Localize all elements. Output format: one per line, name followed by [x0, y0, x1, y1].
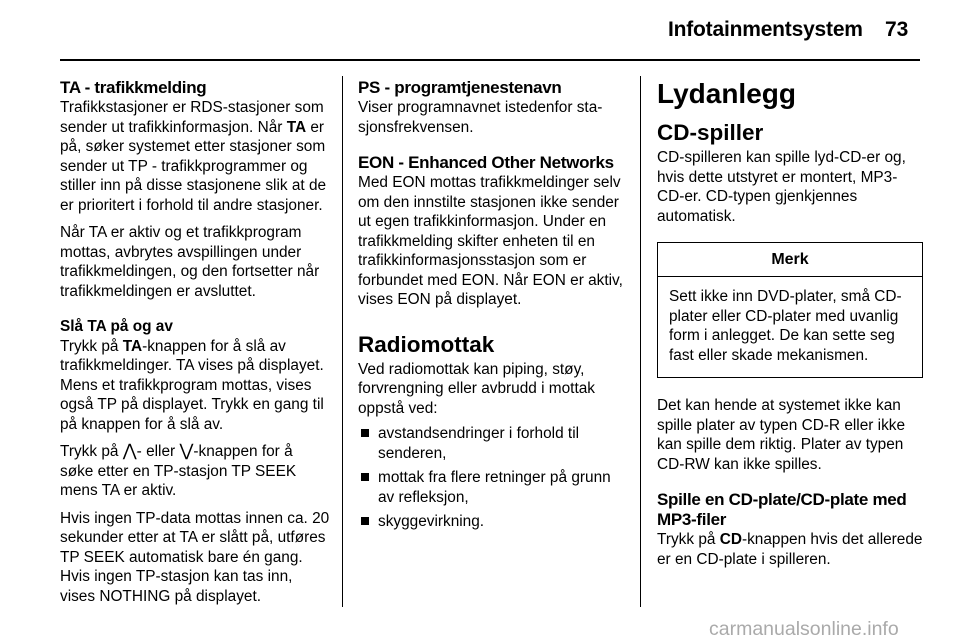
chapter-heading-lydanlegg: Lydanlegg — [657, 78, 796, 109]
list-item: skyggevirkning. — [358, 512, 628, 532]
cd-paragraph: CD-spilleren kan spille lyd-CD-er og, hvis dette utstyret er montert, MP3-CD-er. CD-typen gjenkjennes automatisk. — [657, 149, 906, 225]
reception-issues-list — [358, 424, 628, 532]
column-2 — [358, 78, 628, 537]
section-heading-play-cd: Spille en CD-plate/CD-plate med MP3-filer — [657, 490, 907, 529]
list-item: avstandsendringer i forhold til senderen, — [358, 424, 628, 463]
header-rule — [60, 59, 920, 61]
page-number: 73 — [885, 18, 909, 41]
note-title: Merk — [658, 243, 922, 277]
column-divider — [640, 76, 641, 607]
running-header-title: Infotainmentsystem — [668, 18, 863, 41]
column-3 — [657, 78, 923, 569]
column-divider — [342, 76, 343, 607]
list-item: mottak fra flere retninger på grunn av refleksjon, — [358, 468, 628, 507]
note-box — [657, 242, 923, 378]
section-heading-ps: PS - programtjenestenavn — [358, 78, 562, 97]
section-heading-cd-spiller: CD-spiller — [657, 120, 764, 145]
eon-paragraph: Med EON mottas trafikkmeldinger selv om den innstilte stasjonen ikke sender ut egen trafikkinformasjon. Under en trafikkmelding skifter enheten til en trafikkinformasjonsstasjon som er forbundet med EON. Når EON er aktiv, vises EON på displayet. — [358, 174, 623, 308]
ta-onoff-paragraph-3: Hvis ingen TP-data mottas innen ca. 20 sekunder etter at TA er slått på, utføres TP SEEK automatisk bare én gang. Hvis ingen TP-stasjon kan tas inn, vises NOTHING på displayet. — [60, 509, 330, 605]
subheading-ta-on-off: Slå TA på og av — [60, 318, 173, 335]
ta-paragraph-2: Når TA er aktiv og et trafikkprogram mottas, avbrytes avspillingen under trafikkmeldingen, og den fortsetter når trafikkmeldingen er avsluttet. — [60, 224, 320, 300]
up-arrow-icon: ⋀ — [122, 441, 137, 460]
section-heading-radiomottak: Radiomottak — [358, 331, 495, 357]
section-heading-eon: EON - Enhanced Other Networks — [358, 153, 614, 172]
play-cd-paragraph: Trykk på CD-knappen hvis det allerede er en CD-plate i spilleren. — [657, 531, 923, 568]
watermark: carmanualsonline.info — [709, 618, 899, 640]
ta-onoff-paragraph-1: Trykk på TA-knappen for å slå av trafikkmeldinger. TA vises på displayet. Mens et trafikkprogram mottas, vises også TP på displayet. Trykk en gang til på knappen for å slå av. — [60, 337, 324, 433]
ps-paragraph: Viser programnavnet istedenfor sta- sjonsfrekvensen. — [358, 99, 603, 136]
radio-paragraph: Ved radiomottak kan piping, støy, forvrengning eller avbrudd i mottak oppstå ved: — [358, 360, 595, 417]
ta-paragraph-1: Trafikkstasjoner er RDS-stasjoner som sender ut trafikkinformasjon. Når TA er på, søker systemet etter stasjoner som sender ut TP - trafikkprogrammer og stiller inn på disse stasjonene slik at de er prioritert i forhold til andre stasjoner. — [60, 99, 327, 214]
column-1 — [60, 78, 330, 606]
note-body: Sett ikke inn DVD-plater, små CD-plater eller CD-plater med uvanlig form i anlegget. De kan sette seg fast eller skade mekanismen. — [669, 288, 902, 364]
ta-onoff-paragraph-2: Trykk på ⋀- eller ⋁-knappen for å søke etter en TP-stasjon TP SEEK mens TA er aktiv. — [60, 441, 297, 499]
section-heading-ta: TA - trafikkmelding — [60, 78, 207, 97]
cdr-paragraph: Det kan hende at systemet ikke kan spille plater av typen CD-R eller ikke kan spille dem riktig. Plater av typen CD-RW kan ikke spilles. — [657, 397, 906, 473]
down-arrow-icon: ⋁ — [179, 441, 194, 460]
